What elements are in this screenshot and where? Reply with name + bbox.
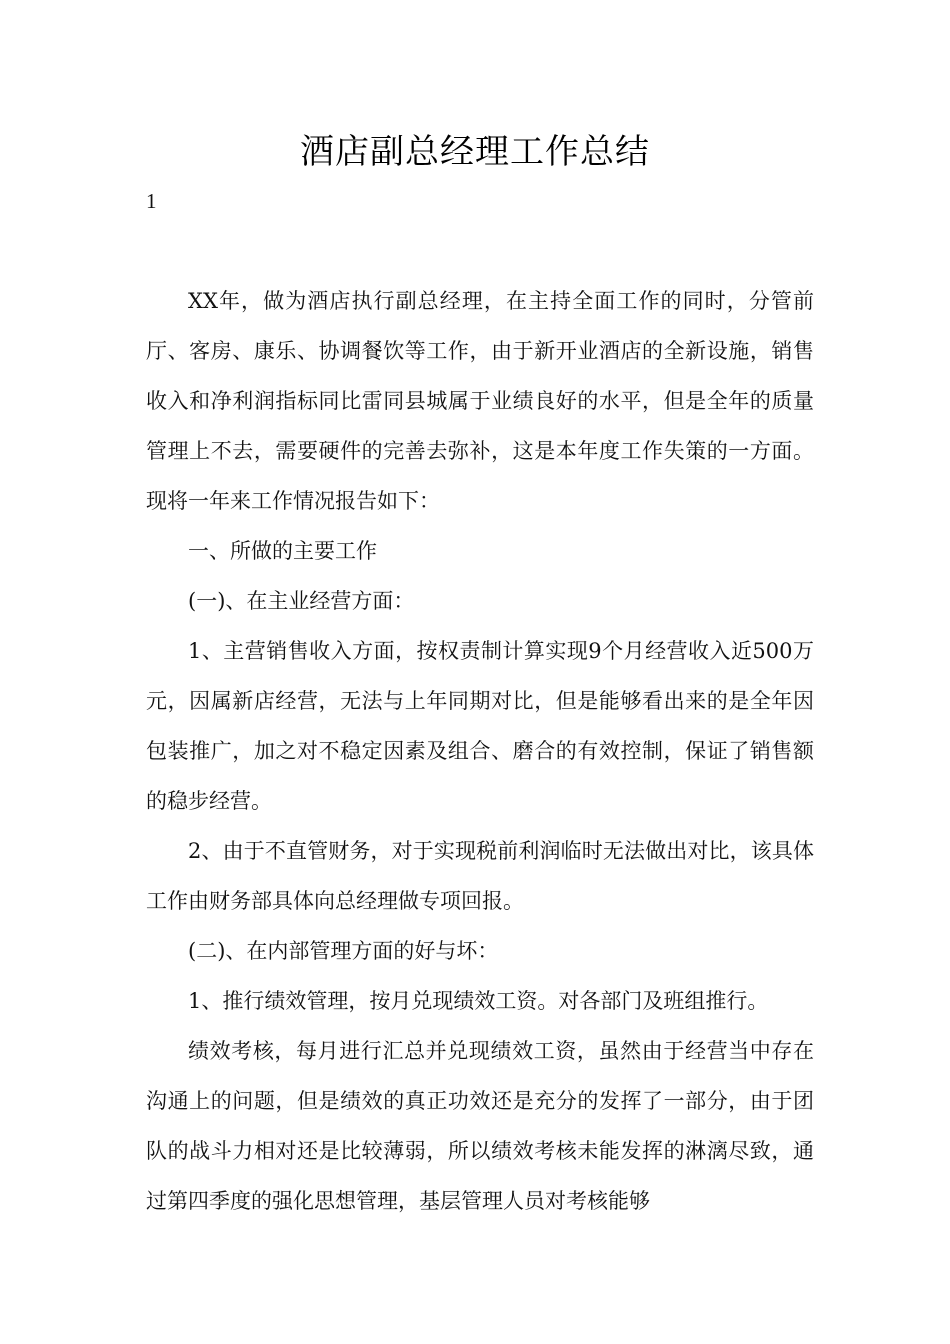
paragraph-performance-management: 1、推行绩效管理，按月兑现绩效工资。对各部门及班组推行。 — [188, 989, 769, 1013]
document-title: 酒店副总经理工作总结 — [300, 132, 650, 172]
subsection-heading-internal-management: (二)、在内部管理方面的好与坏： — [188, 939, 499, 963]
document-body — [146, 276, 814, 1226]
subsection-heading-business: (一)、在主业经营方面： — [188, 589, 415, 613]
paragraph-sales-revenue: 1、主营销售收入方面，按权责制计算实现9个月经营收入近500万元，因属新店经营，无法与上年同期对比，但是能够看出来的是全年因包装推广，加之对不稳定因素及组合、磨合的有效控制，保证了销售额的稳步经营。 — [146, 639, 814, 813]
paragraph-performance-assessment: 绩效考核，每月进行汇总并兑现绩效工资，虽然由于经营当中存在沟通上的问题，但是绩效的真正功效还是充分的发挥了一部分，由于团队的战斗力相对还是比较薄弱，所以绩效考核未能发挥的淋漓尽致，通过第四季度的强化思想管理，基层管理人员对考核能够 — [146, 1039, 814, 1213]
paragraph-intro: XX年，做为酒店执行副总经理，在主持全面工作的同时，分管前厅、客房、康乐、协调餐饮等工作，由于新开业酒店的全新设施，销售收入和净利润指标同比雷同县城属于业绩良好的水平，但是全年的质量管理上不去，需要硬件的完善去弥补，这是本年度工作失策的一方面。现将一年来工作情况报告如下： — [146, 289, 814, 513]
page-number: 1 — [146, 189, 157, 213]
section-heading-main-work: 一、所做的主要工作 — [188, 539, 377, 563]
paragraph-profit: 2、由于不直管财务，对于实现税前利润临时无法做出对比，该具体工作由财务部具体向总经理做专项回报。 — [146, 839, 814, 913]
